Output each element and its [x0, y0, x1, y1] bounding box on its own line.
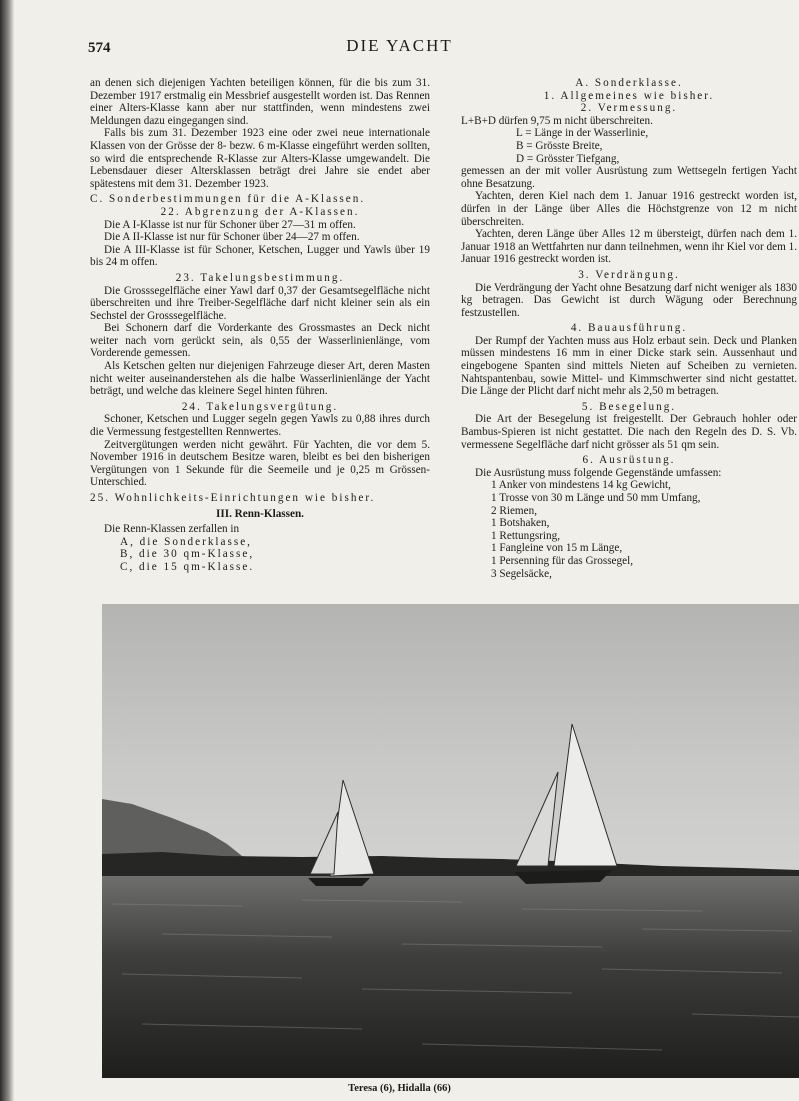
- paragraph: Als Ketschen gelten nur diejenigen Fahrzeuge dieser Art, deren Masten nicht weiter auseinanderstehen als die halbe Wasserlinienlänge der Yacht beträgt, und welche das kleinere Segel hinten führen.: [90, 360, 430, 398]
- paragraph: gemessen an der mit voller Ausrüstung zum Wettsegeln fertigen Yacht ohne Besatzung.: [461, 165, 797, 190]
- list-item: C, die 15 qm-Klasse.: [120, 560, 255, 573]
- subsection-heading-1: 1. Allgemeines wie bisher.: [543, 89, 715, 102]
- paragraph: Die Renn-Klassen zerfallen in: [104, 523, 240, 536]
- paragraph: Der Rumpf der Yachten muss aus Holz erbaut sein. Deck und Planken müssen mindestens 16 mm in einer Dicke stark sein. Aussenhaut und eingebogene Spanten sind mittels Nieten auf Scheiben zu vernieten. Nahtspantenbau, sowie Mittel- und Kimmschwerter sind nicht gestattet. Die Länge der Plicht darf nicht mehr als 2,50 m betragen.: [461, 334, 797, 398]
- paragraph: Schoner, Ketschen und Lugger segeln gegen Yawls zu 0,88 ihres durch die Vermessung festgestellten Rennwertes.: [90, 413, 430, 439]
- subsection-heading-25: 25. Wohnlichkeits-Einrichtungen wie bisher.: [90, 492, 376, 504]
- paragraph: Die Grosssegelfläche einer Yawl darf 0,37 der Gesamtsegelfläche nicht überschreiten und ihre Treiber-Segelfläche darf nicht kleiner sein als ein Sechstel der Grosssegelfläche.: [90, 284, 430, 322]
- subsection-heading-6: 6. Ausrüstung.: [582, 454, 676, 467]
- formula: L+B+D dürfen 9,75 m nicht überschreiten.: [461, 114, 653, 127]
- equipment-item: 2 Riemen,: [491, 504, 537, 517]
- paragraph: Zeitvergütungen werden nicht gewährt. Für Yachten, die vor dem 5. November 1916 in deutschem Besitze waren, bleibt es bei den bisherigen Vergütungen von 1 Sekunde für die Seemeile und je 0,25 m Grössen-Unterschied.: [90, 438, 430, 489]
- photo-caption: Teresa (6), Hidalla (66): [348, 1083, 451, 1094]
- water: [102, 876, 799, 1078]
- subsection-heading-22: 22. Abgrenzung der A-Klassen.: [160, 205, 360, 218]
- equipment-item: 1 Trosse von 30 m Länge und 50 mm Umfang,: [491, 492, 701, 504]
- running-title: DIE YACHT: [346, 36, 453, 55]
- list-item: B, die 30 qm-Klasse,: [120, 548, 255, 561]
- subsection-heading-24: 24. Takelungsvergütung.: [181, 400, 339, 413]
- equipment-item: 1 Anker von mindestens 14 kg Gewicht,: [491, 479, 671, 492]
- sailing-photo: [102, 604, 799, 1078]
- section-heading-a: A. Sonderklasse.: [575, 77, 683, 89]
- paragraph: Die Art der Besegelung ist freigestellt. Der Gebrauch hohler oder Bambus-Spieren ist nicht gestattet. Die nach den Regeln des D. S. Vb. vermessene Segelfläche darf nicht grösser als 51 qm sein.: [461, 413, 797, 451]
- section-heading-c: C. Sonderbestimmungen für die A-Klassen.: [90, 193, 366, 206]
- list-item: A, die Sonderklasse,: [120, 535, 252, 548]
- page-number: 574: [88, 40, 111, 56]
- paragraph: Bei Schonern darf die Vorderkante des Grossmastes an Deck nicht weiter nach vorn gerückt sein, als 0,55 der Wasserlinienlänge, vom Vorderende gemessen.: [90, 322, 430, 360]
- left-column: [90, 77, 430, 574]
- paragraph: Die A II-Klasse ist nur für Schoner über 24—27 m offen.: [104, 231, 360, 244]
- subsection-heading-4: 4. Bauausführung.: [570, 322, 688, 335]
- paragraph: an denen sich diejenigen Yachten beteiligen können, für die bis zum 31. Dezember 1917 erstmalig ein Messbrief ausgestellt worden ist. Das Rennen einer Alters-Klasse kann aber nur stattfinden, wenn mindestens zwei Meldungen dazu eingegangen sind.: [90, 77, 430, 127]
- paragraph: Die A III-Klasse ist für Schoner, Ketschen, Lugger und Yawls über 19 bis 24 m offen.: [90, 243, 430, 269]
- equipment-item: 1 Botshaken,: [491, 517, 550, 530]
- equipment-item: 1 Persenning für das Grossegel,: [491, 554, 633, 567]
- paragraph: Falls bis zum 31. Dezember 1923 eine oder zwei neue internationale Klassen von der Grösse der 8- bezw. 6 m-Klasse eingeführt werden sollten, so wird die entsprechende R-Klasse zur Alters-Klasse umgewandelt. Die Lebensdauer dieser Altersklassen beträgt drei Jahre sie endet aber spätestens mit dem 31. Dezember 1923.: [90, 127, 430, 190]
- paragraph: Die A I-Klasse ist nur für Schoner über 27—31 m offen.: [104, 218, 356, 231]
- page-binding-edge: [0, 0, 14, 1101]
- right-column: [461, 77, 797, 580]
- subsection-heading-3: 3. Verdrängung.: [578, 268, 680, 281]
- equipment-item: 1 Rettungsring,: [491, 529, 560, 542]
- equipment-item: 1 Fangleine von 15 m Länge,: [491, 542, 623, 555]
- definition: D = Grösster Tiefgang,: [516, 152, 620, 165]
- subsection-heading-5: 5. Besegelung.: [581, 400, 677, 413]
- paragraph: Die Ausrüstung muss folgende Gegenstände umfassen:: [475, 466, 722, 479]
- subsection-heading-23: 23. Takelungsbestimmung.: [175, 271, 345, 284]
- paragraph: Yachten, deren Kiel nach dem 1. Januar 1916 gestreckt worden ist, dürfen in der Länge über Alles die Höchstgrenze von 12 m nicht überschreiten.: [461, 190, 797, 228]
- paragraph: Yachten, deren Länge über Alles 12 m übersteigt, dürfen nach dem 1. Januar 1918 an Wettfahrten nur dann teilnehmen, wenn ihr Kiel vor dem 1. Januar 1916 gestreckt worden ist.: [461, 228, 797, 266]
- subsection-heading-2: 2. Vermessung.: [580, 102, 678, 115]
- section-heading-iii: III. Renn-Klassen.: [216, 507, 304, 520]
- definition: L = Länge in der Wasserlinie,: [516, 127, 649, 140]
- equipment-item: 3 Segelsäcke,: [491, 567, 552, 580]
- paragraph: Die Verdrängung der Yacht ohne Besatzung darf nicht weniger als 1830 kg betragen. Das Gewicht ist durch Wägung oder Berechnung festzustellen.: [461, 281, 797, 319]
- definition: B = Grösste Breite,: [516, 139, 603, 152]
